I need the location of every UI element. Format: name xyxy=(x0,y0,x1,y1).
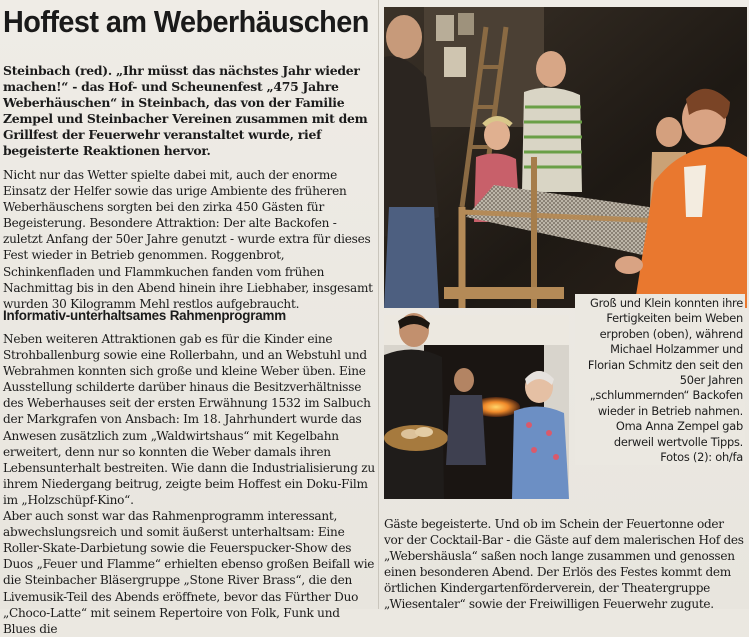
article-paragraph-3: Aber auch sonst war das Rahmenprogramm interessant, abwechslungsreich und somit äußerst unterhaltsam: Eine Roller-Skate-Darbietung sowie die Feuerspucker-Show des Duos „Feuer und Flamme“ erhielten ebenso großen Beifall wie die Steinbacher Bläsergruppe „Stone River Brass“, die den Livemusik-Teil des Abends eröffnete, bevor das Fürther Duo „Choco-Latte“ mit seinem Repertoire von Folk, Funk und Blues die xyxy=(3,509,375,636)
article-left-column xyxy=(2,0,377,636)
photo-credit: Fotos (2): oh/fa xyxy=(660,450,743,465)
photo-weaving xyxy=(384,7,747,308)
photo-backofen xyxy=(384,315,569,499)
column-divider xyxy=(378,0,379,609)
article-body-2 xyxy=(3,331,375,637)
article-paragraph-2: Neben weiteren Attraktionen gab es für die Kinder eine Strohballenburg sowie eine Rollerbahn, und an Webstuhl und Webrahmen konnten sich große und kleine Weber üben. Eine Ausstellung schilderte darüber hinaus die Besitzverhältnisse des Weberhauses seit der ersten Erwähnung 1532 im Salbuch der Markgrafen von Ansbach: Im 18. Jahrhundert wurde das Anwesen zusätzlich zum „Waldwirtshaus“ mit Kegelbahn erweitert, denn nur so konnten die Weber damals ihren Lebensunterhalt bestreiten. Wie dann die Industrialisierung zu ihrem Niedergang beitrug, zeigte beim Hoffest ein Doku-Film im „Holzschüpf-Kino“. xyxy=(3,332,375,507)
article-paragraph-4: Gäste begeisterte. Und ob im Schein der Feuertonne oder vor der Cocktail-Bar - die Gäste auf dem malerischen Hof des „Webershäusla“ saßen noch lange zusammen und genossen einen besonderen Abend. Der Erlös des Festes kommt dem örtlichen Kindergartenförderverein, der Theatergruppe „Wiesentaler“ sowie der Freiwilligen Feuerwehr zugute. xyxy=(384,517,744,612)
article-headline: Hoffest am Weberhäuschen xyxy=(3,4,369,39)
photo-weaving-image xyxy=(384,7,747,308)
photo-backofen-image xyxy=(384,315,569,499)
caption-text: Groß und Klein konnten ihre Fertigkeiten beim Weben erproben (oben), während Michael Holzammer und Florian Schmitz den seit den 50er Jahren „schlummernden“ Backofen wieder in Betrieb nahmen. Oma Anna Zempel gab derweil wertvolle Tipps. xyxy=(587,296,743,449)
article-paragraph-1: Nicht nur das Wetter spielte dabei mit, auch der enorme Einsatz der Helfer sowie das urige Ambiente des früheren Weberhäuschens sorgten bei den zirka 450 Gästen für Begeisterung. Besondere Attraktion: Der alte Backofen - zuletzt Anfang der 50er Jahre genutzt - wurde extra für dieses Fest wieder in Betrieb genommen. Roggenbrot, Schinkenfladen und Flammkuchen fanden vom frühen Nachmittag bis in den Abend hinein ihre Liebhaber, insgesamt wurden 30 Kilogramm Mehl restlos aufgebraucht. xyxy=(3,168,373,311)
photo-caption xyxy=(575,294,745,465)
article-subheading: Informativ-unterhaltsames Rahmenprogramm xyxy=(3,308,286,323)
article-lead: Steinbach (red). „Ihr müsst das nächstes Jahr wieder machen!“ - das Hof- und Scheunenfest „475 Jahre Weberhäuschen“ in Steinbach, das von der Familie Zempel und Steinbacher Vereinen zusammen mit dem Grillfest der Feuerwehr veranstaltet wurde, rief begeisterte Reaktionen hervor. xyxy=(3,63,368,158)
